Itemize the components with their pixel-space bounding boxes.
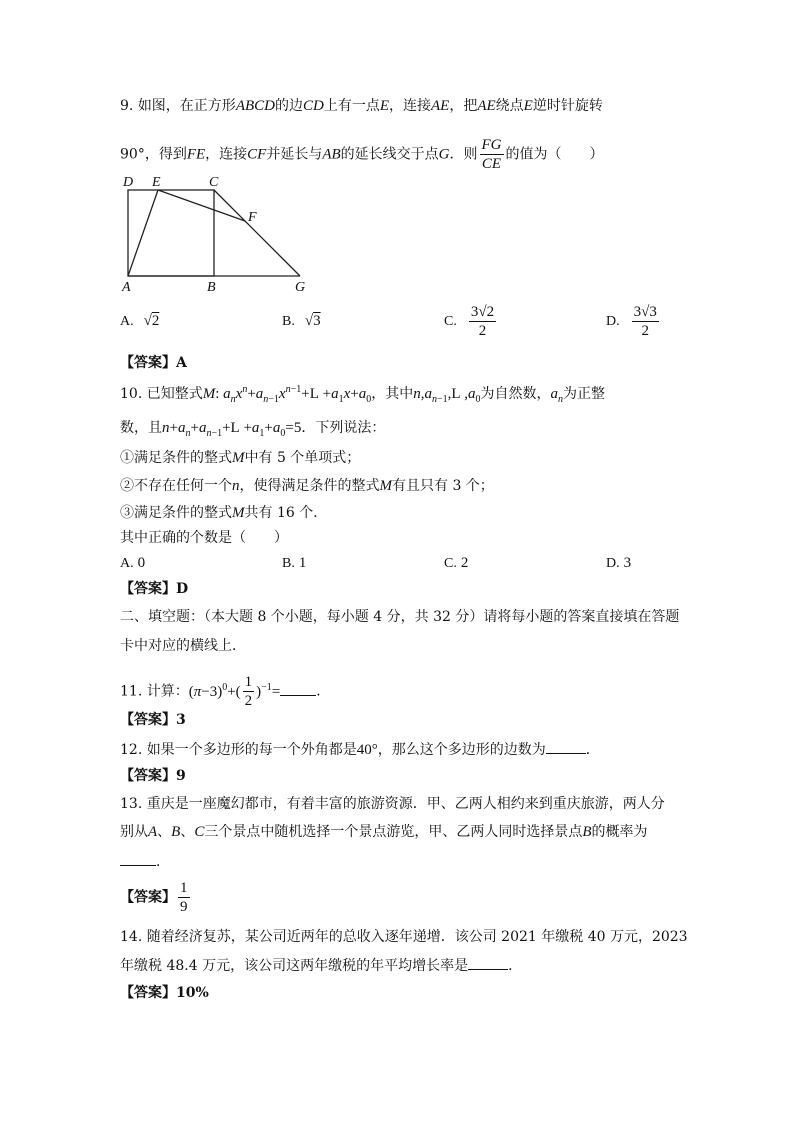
q13-answer-fraction (178, 879, 190, 916)
q10-text: ．下列说法： (301, 420, 386, 436)
q10-text: 为正整 (563, 386, 606, 402)
q12-number: 12. (120, 742, 143, 758)
option-label: C. (444, 313, 457, 329)
q9-text: 的延长线交于点 (340, 146, 439, 163)
frac-denominator: 9 (180, 899, 188, 915)
q14-number: 14. (120, 929, 143, 945)
q11-expression: $(\pi-3)^0+$( (188, 681, 241, 700)
q9-square-label: ABCD (235, 98, 275, 114)
q9-text: 90°，得到 (120, 146, 187, 163)
q9-number: 9. (120, 98, 134, 114)
q13-spot-a: A (148, 824, 158, 840)
q10-text: 为自然数， (480, 386, 551, 402)
q10-answer: 【答案】D (120, 581, 189, 597)
q13-spot-b: B (171, 824, 181, 840)
q9-segment-ab: AB (322, 146, 341, 163)
q9-text: 的值为（ ） (505, 146, 604, 163)
label-a: A (122, 280, 131, 295)
label-g: G (295, 280, 306, 295)
q9-text: 如图，在正方形 (137, 98, 236, 114)
q10-option-a (120, 555, 145, 572)
q10-text: 中有 5 个单项式； (244, 450, 361, 466)
square-abcd (128, 190, 214, 276)
q9-text: 的边 (274, 98, 303, 114)
sqrt-symbol: √ (143, 313, 152, 329)
line-cg (214, 190, 300, 276)
q12-degree: 40° (356, 742, 378, 758)
frac-numerator: 1 (180, 880, 188, 896)
q10-text: 共有 16 个． (244, 505, 328, 521)
q14-text: 随着经济复苏，某公司近两年的总收入逐年递增．该公司 2021 年缴税 40 万元，2023 (146, 929, 688, 945)
q14-text: 年缴税 48.4 万元，该公司这两年缴税的年平均增长率是 (120, 958, 469, 974)
q9-point-e: E (379, 98, 389, 114)
option-fraction (632, 303, 659, 340)
line-ef (158, 190, 245, 221)
option-label: A. (120, 314, 134, 329)
q11-line: 11. 计算：$(\pi-3)^0+$( $\frac{1}{2}$ )$^{-1}$= ． (120, 674, 331, 709)
q12-text: 如果一个多边形的每一个外角都是 (146, 742, 357, 758)
q9-side-label: CD (302, 98, 324, 114)
q13-line2: 别从A、B、C三个景点中随机选择一个景点游览，甲、乙两人同时选择景点B的概率为 (120, 824, 648, 840)
q9-option-d (606, 303, 661, 340)
q13-line1 (120, 794, 665, 814)
label-b: B (207, 280, 216, 295)
q10-option-b (282, 555, 306, 572)
q10-text: 有且只有 3 个； (392, 478, 494, 494)
q13-text: 的概率为 (591, 824, 648, 840)
q10-vars: $n,a_{n-1},L$ $,a_0$ (413, 386, 481, 405)
q10-text: 数，且 (120, 420, 162, 436)
q10-polynomial: : $a_nx^n+a_{n-1}x^{n-1}+L +a_1x+a_0$ (215, 384, 372, 405)
frac-numerator: 3√2 (470, 304, 495, 320)
q10-option-d (606, 555, 631, 572)
q10-an: $a_n$ (550, 386, 564, 405)
option-value: 3 (623, 555, 632, 571)
label-f: F (248, 210, 257, 225)
q10-text: ，使得满足条件的整式 (239, 478, 380, 494)
answer-label: 【答案】 (120, 889, 176, 906)
q13-answer (120, 879, 192, 916)
option-label: A. (120, 556, 134, 571)
q9-frac-denominator: CE (481, 156, 502, 172)
q9-answer: 【答案】A (120, 355, 187, 371)
q9-text: 上有一点 (323, 98, 380, 114)
q9-segment-cf: CF (247, 146, 267, 163)
q9-option-a (120, 313, 159, 330)
q9-text: ，把 (449, 98, 478, 114)
frac-denominator: 2 (641, 323, 649, 339)
q14-line1 (120, 927, 688, 947)
q9-figure (115, 170, 315, 295)
q11-half (243, 673, 255, 710)
option-value: 1 (298, 555, 307, 571)
q13-text: 重庆是一座魔幻都市，有着丰富的旅游资源．甲、乙两人相约来到重庆旅游，两人分 (146, 796, 665, 812)
q10-line2 (120, 418, 385, 438)
q10-text: ，其中 (371, 386, 414, 402)
q11-exponent: )$^{-1}$= (256, 681, 281, 700)
q9-text: ．则 (449, 146, 478, 163)
label-e: E (152, 175, 161, 190)
q10-text: ②不存在任何一个 (120, 478, 232, 494)
q14-blank (468, 955, 508, 970)
q10-option-c (444, 555, 468, 572)
q9-text: ，连接 (205, 146, 248, 163)
q10-line1 (120, 384, 605, 404)
q10-statement-1 (120, 448, 360, 468)
q12-text: ，那么这个多边形的边数为 (377, 742, 546, 758)
q13-text: 三个景点中随机选择一个景点游览，甲、乙两人同时选择景点 (204, 824, 583, 840)
q12-blank (546, 739, 586, 754)
q9-point-g: G (438, 146, 450, 163)
frac-denominator: 2 (478, 323, 487, 339)
q13-spot-c: C (194, 824, 205, 840)
q11-text: 计算： (146, 683, 189, 700)
q9-segment-fe: FE (186, 146, 206, 163)
q10-number: 10. (120, 386, 143, 402)
q9-segment-ae: AE (477, 98, 496, 114)
q9-frac-numerator: FG (481, 137, 502, 153)
sqrt-symbol: √ (304, 313, 314, 329)
q9-option-b (282, 313, 321, 330)
q10-n: n (232, 478, 240, 494)
q10-prompt: 其中正确的个数是（ ） (120, 530, 288, 546)
option-value: 0 (137, 555, 146, 571)
option-value: 2 (460, 555, 469, 571)
q9-text: 并延长与 (266, 146, 323, 163)
frac-numerator: 1 (244, 674, 253, 690)
q10-m: M (232, 450, 245, 466)
option-label: B. (282, 314, 295, 329)
q11-answer: 【答案】3 (120, 712, 186, 728)
section2-heading-line2: 卡中对应的横线上． (120, 638, 246, 654)
option-value: 2 (151, 313, 160, 329)
q13-blank (120, 851, 156, 866)
q10-text: ③满足条件的整式 (120, 505, 232, 521)
q9-point-e: E (523, 98, 533, 114)
q10-m: M (202, 386, 216, 402)
q9-text: ，连接 (389, 98, 431, 114)
q9-text: 绕点 (495, 98, 524, 114)
q14-answer: 【答案】10% (120, 985, 209, 1001)
q12-line: 12. 如果一个多边形的每一个外角都是40°，那么这个多边形的边数为 ． (120, 739, 600, 760)
q9-line2 (120, 136, 604, 173)
q10-m: M (379, 478, 392, 494)
q10-text: ①满足条件的整式 (120, 450, 232, 466)
q9-option-c (444, 303, 498, 340)
q11-blank (280, 681, 316, 696)
line-ae (128, 190, 158, 276)
q13-spot-b: B (582, 824, 592, 840)
q9-text: 逆时针旋转 (532, 98, 603, 114)
frac-denominator: 2 (244, 693, 253, 709)
frac-numerator: 3√3 (633, 304, 657, 320)
label-c: C (209, 175, 219, 190)
q9-fraction (480, 136, 504, 173)
q12-answer: 【答案】9 (120, 768, 186, 784)
q10-statement-2 (120, 476, 494, 496)
option-label: B. (282, 556, 295, 571)
q10-text: 已知整式 (146, 386, 203, 402)
q11-number: 11. (120, 683, 143, 700)
section2-heading-line1: 二、填空题：（本大题 8 个小题，每小题 4 分，共 32 分）请将每小题的答案直接填在答题 (120, 609, 680, 625)
q10-m: M (232, 505, 245, 521)
label-d: D (123, 175, 134, 190)
q10-statement-3 (120, 503, 327, 523)
q13-line3: ． (120, 851, 170, 872)
q13-text: 别从 (120, 824, 148, 840)
q9-line1 (120, 96, 603, 116)
q14-line2: 年缴税 48.4 万元，该公司这两年缴税的年平均增长率是 ． (120, 955, 522, 976)
option-label: D. (606, 556, 620, 571)
option-fraction (469, 303, 496, 340)
q9-segment-ae: AE (431, 98, 450, 114)
option-value: 3 (313, 313, 321, 329)
q10-condition: $n+a_n+a_{n-1}+L +a_1+a_0=5$ (162, 420, 302, 439)
q13-number: 13. (120, 796, 143, 812)
option-label: D. (606, 313, 620, 329)
option-label: C. (444, 556, 457, 571)
